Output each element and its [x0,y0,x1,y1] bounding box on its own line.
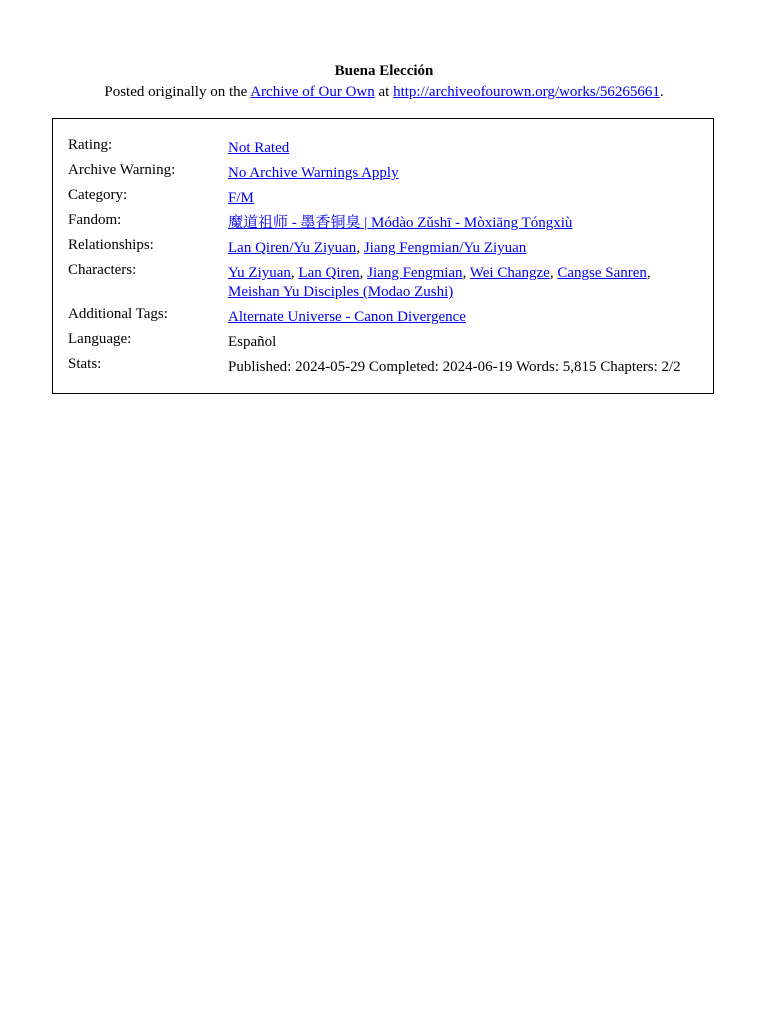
warning-link[interactable]: No Archive Warnings Apply [228,165,399,181]
category-link[interactable]: F/M [228,190,254,206]
category-label: Category: [68,187,128,203]
meta-row-category [68,186,700,211]
meta-row-characters: Characters: Yu Ziyuan, Lan Qiren, Jiang Fengmian, Wei Changze, Cangse Sanren, Meishan Yu Disciples (Modao Zushi) [68,261,700,305]
rating-link[interactable]: Not Rated [228,140,290,156]
posted-line [0,83,768,102]
tags-label: Additional Tags: [68,306,168,322]
work-header [0,62,768,102]
posted-prefix: Posted originally on the [104,84,251,100]
character-link[interactable]: Yu Ziyuan [228,265,291,281]
warning-label: Archive Warning: [68,162,176,178]
work-meta-box [52,118,714,394]
character-link[interactable]: Jiang Fengmian [367,265,463,281]
language-label: Language: [68,331,132,347]
relationship-link[interactable]: Jiang Fengmian/Yu Ziyuan [363,240,527,256]
character-link[interactable]: Lan Qiren [298,265,360,281]
work-meta-table [68,136,700,380]
rating-label: Rating: [68,137,113,153]
work-url-link[interactable]: http://archiveofourown.org/works/56265661 [393,84,660,100]
stats-label: Stats: [68,356,102,372]
meta-row-tags [68,305,700,330]
relationships-label: Relationships: [68,237,154,253]
meta-row-language [68,330,700,355]
character-link[interactable]: Cangse Sanren [557,265,647,281]
at-text: at [374,84,394,100]
relationship-link[interactable]: Lan Qiren/Yu Ziyuan [228,240,357,256]
archive-link[interactable]: Archive of Our Own [250,84,375,100]
meta-row-rating [68,136,700,161]
period: . [659,84,664,100]
meta-row-fandom [68,211,700,236]
fandom-label: Fandom: [68,212,122,228]
work-title: Buena Elección [334,63,434,79]
meta-row-stats [68,355,700,380]
stats-value: Published: 2024-05-29 Completed: 2024-06-19 Words: 5,815 Chapters: 2/2 [228,359,681,375]
meta-row-warning [68,161,700,186]
characters-label: Characters: [68,262,137,278]
fandom-link[interactable]: 魔道祖师 - 墨香铜臭 | Módào Zǔshī - Mòxiāng Tóngxiù [228,215,573,231]
character-link[interactable]: Wei Changze [469,265,550,281]
character-link[interactable]: Meishan Yu Disciples (Modao Zushi) [228,284,454,300]
meta-row-relationships: Relationships: Lan Qiren/Yu Ziyuan, Jiang Fengmian/Yu Ziyuan [68,236,700,261]
tag-link[interactable]: Alternate Universe - Canon Divergence [228,309,466,325]
language-value: Español [228,334,277,350]
